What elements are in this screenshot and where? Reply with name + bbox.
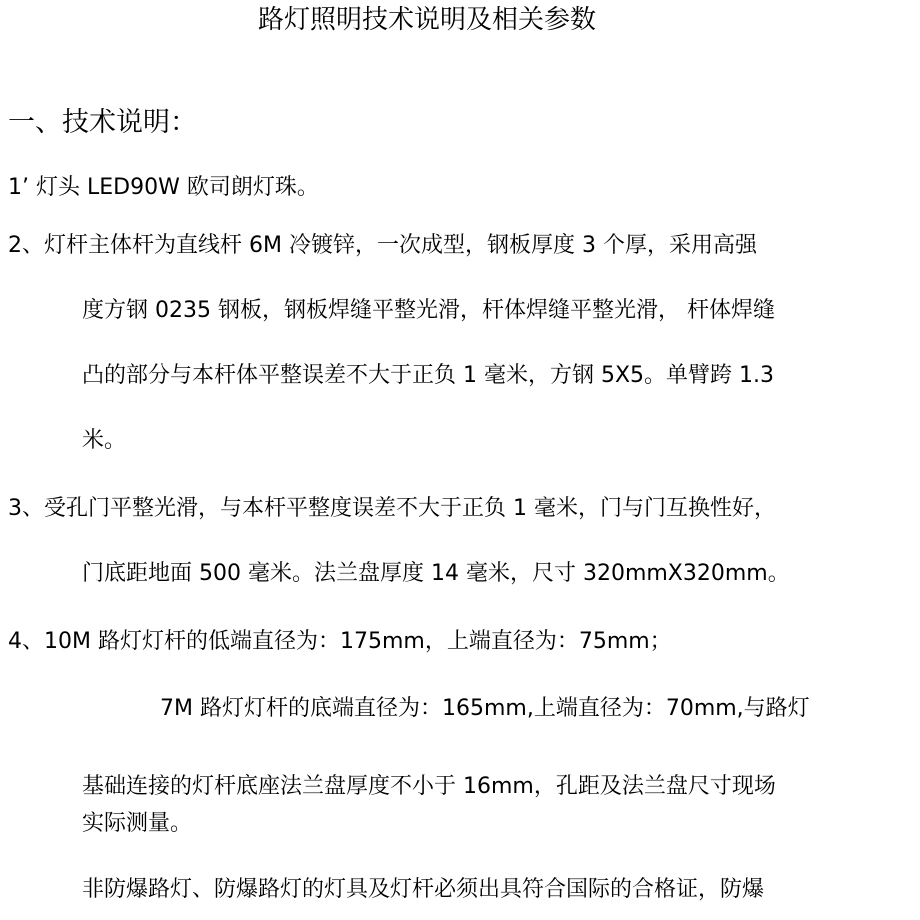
paragraph-line: 1’ 灯头 LED90W 欧司朗灯珠。 (8, 175, 319, 200)
paragraph-line: 凸的部分与本杆体平整误差不大于正负 1 毫米，方钢 5X5。单臂跨 1.3 (82, 363, 775, 388)
paragraph-line: 7M 路灯灯杆的底端直径为：165mm,上端直径为：70mm,与路灯 (160, 696, 810, 721)
paragraph-line: 非防爆路灯、防爆路灯的灯具及灯杆必须出具符合国际的合格证，防爆 (82, 877, 765, 902)
paragraph-line: 实际测量。 (82, 811, 193, 836)
section-heading: 一、技术说明： (8, 107, 197, 138)
paragraph-line: 2、灯杆主体杆为直线杆 6M 冷镀锌，一次成型，钢板厚度 3 个厚，采用高强 (8, 233, 757, 258)
paragraph-line: 米。 (82, 428, 127, 453)
paragraph-line: 门底距地面 500 毫米。法兰盘厚度 14 毫米，尺寸 320mmX320mm。 (82, 561, 790, 586)
paragraph-line: 4、10M 路灯灯杆的低端直径为：175mm，上端直径为：75mm； (8, 629, 672, 654)
paragraph-line: 3、受孔门平整光滑，与本杆平整度误差不大于正负 1 毫米，门与门互换性好， (8, 496, 776, 521)
paragraph-line: 基础连接的灯杆底座法兰盘厚度不小于 16mm，孔距及法兰盘尺寸现场 (82, 774, 776, 799)
document-title: 路灯照明技术说明及相关参数 (258, 5, 597, 35)
paragraph-line: 度方钢 0235 钢板，钢板焊缝平整光滑，杆体焊缝平整光滑， 杆体焊缝 (82, 298, 775, 323)
